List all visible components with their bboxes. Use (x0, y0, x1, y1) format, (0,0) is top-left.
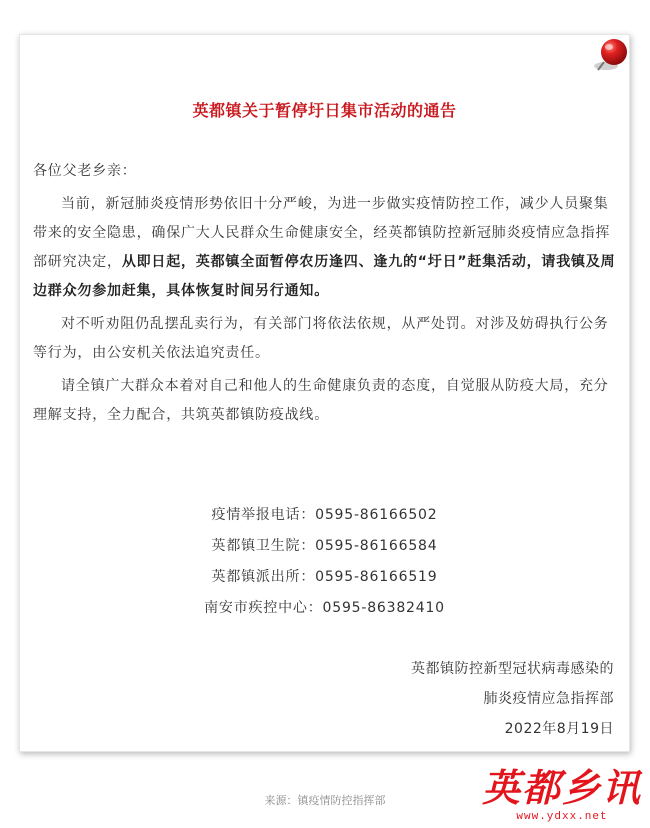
salutation: 各位父老乡亲： (33, 163, 137, 179)
contact-row (19, 531, 630, 562)
source-caption: 来源：镇疫情防控指挥部 (264, 794, 386, 807)
contact-number: 0595-86382410 (322, 600, 445, 616)
watermark-logo (482, 766, 642, 824)
contact-number: 0595-86166519 (315, 569, 438, 585)
notice-body (33, 157, 621, 434)
contact-list (19, 500, 630, 624)
signoff-org-line2: 肺炎疫情应急指挥部 (483, 691, 614, 707)
paragraph-1 (33, 190, 621, 306)
watermark-url: www.ydxx.net (516, 811, 608, 823)
contact-label: 英都镇卫生院： (211, 538, 316, 554)
paragraph-1-text: 当前，新冠肺炎疫情形势依旧十分严峻，为进一步做实疫情防控工作，减少人员聚集带来的安全隐患，确保广大人民群众生命健康安全，经英都镇防控新冠肺炎疫情应急指挥部研究决定， (33, 196, 611, 270)
notice-title: 英都镇关于暂停圩日集市活动的通告 (192, 101, 457, 120)
contact-row (19, 500, 630, 531)
paragraph-2: 对不听劝阻仍乱摆乱卖行为，有关部门将依法依规，从严处罚。对涉及妨碍执行公务等行为，由公安机关依法追究责任。 (33, 316, 609, 361)
contact-label: 英都镇派出所： (211, 569, 316, 585)
contact-number: 0595-86166584 (315, 538, 438, 554)
signoff-org-line1: 英都镇防控新型冠状病毒感染的 (411, 661, 614, 677)
contact-number: 0595-86166502 (315, 507, 438, 523)
push-pin-icon (590, 36, 632, 78)
paragraph-3: 请全镇广大群众本着对自己和他人的生命健康负责的态度，自觉服从防疫大局，充分理解支持，全力配合，共筑英都镇防疫战线。 (33, 378, 609, 423)
contact-label: 南安市疾控中心： (204, 600, 323, 616)
contact-row (19, 562, 630, 593)
signoff-date: 2022年8月19日 (504, 721, 614, 737)
contact-label: 疫情举报电话： (211, 507, 316, 523)
contact-row (19, 593, 630, 624)
watermark-title: 英都乡讯 (482, 765, 643, 810)
paragraph-1-bold: 从即日起，英都镇全面暂停农历逢四、逢九的“圩日”赶集活动，请我镇及周边群众勿参加赶集，具体恢复时间另行通知。 (33, 254, 616, 299)
signoff (411, 654, 614, 744)
